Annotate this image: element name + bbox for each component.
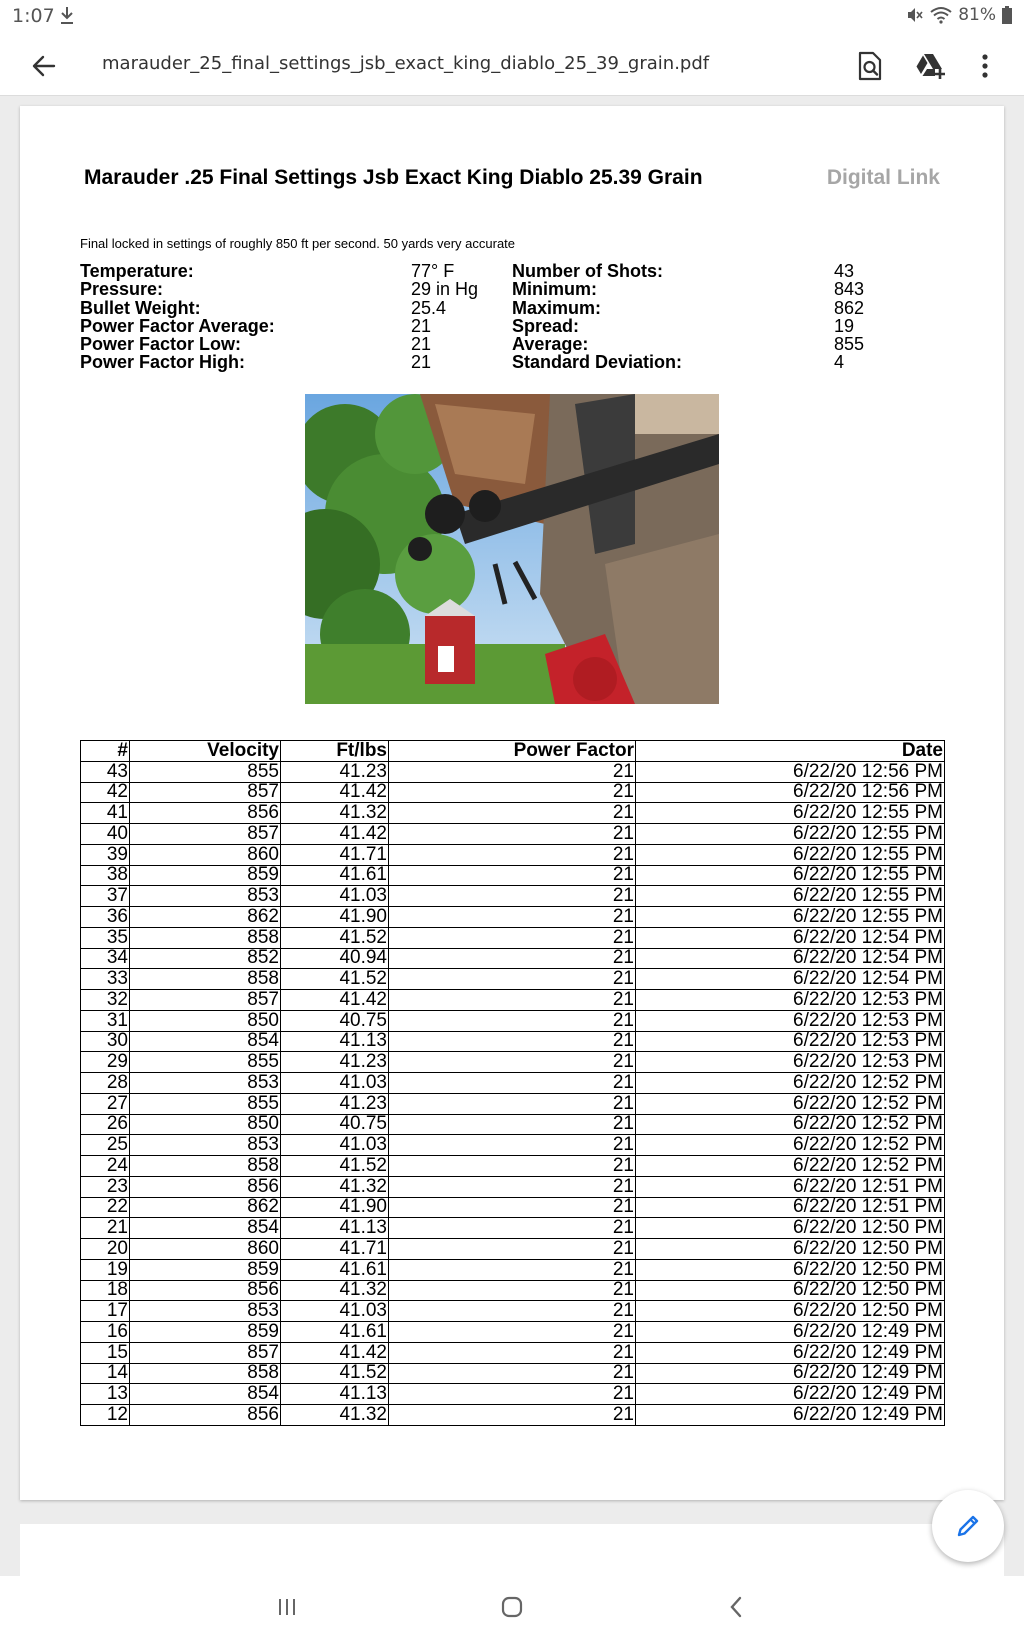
ftlbs-cell: 41.52	[281, 927, 389, 948]
date-cell: 6/22/20 12:56 PM	[636, 761, 945, 782]
velocity-cell: 854	[130, 1031, 281, 1052]
date-cell: 6/22/20 12:49 PM	[636, 1405, 945, 1426]
stat-label: Standard Deviation:	[512, 352, 683, 373]
velocity-cell: 857	[130, 824, 281, 845]
back-button[interactable]	[26, 48, 62, 84]
col-header-velocity: Velocity	[130, 741, 281, 762]
velocity-cell: 850	[130, 1010, 281, 1031]
velocity-cell: 856	[130, 1176, 281, 1197]
ftlbs-cell: 41.03	[281, 1135, 389, 1156]
date-cell: 6/22/20 12:53 PM	[636, 1010, 945, 1031]
table-row	[81, 1073, 945, 1094]
velocity-cell: 853	[130, 1073, 281, 1094]
status-icons	[906, 5, 1012, 25]
ftlbs-cell: 40.75	[281, 1010, 389, 1031]
table-row	[81, 1301, 945, 1322]
save-to-drive-button[interactable]	[910, 46, 950, 86]
rifle-photo	[305, 394, 719, 704]
date-cell: 6/22/20 12:55 PM	[636, 824, 945, 845]
date-cell: 6/22/20 12:54 PM	[636, 948, 945, 969]
ftlbs-cell: 41.42	[281, 782, 389, 803]
date-cell: 6/22/20 12:51 PM	[636, 1197, 945, 1218]
table-row	[81, 886, 945, 907]
stat-label: Spread:	[512, 315, 580, 336]
stat-label: Power Factor High:	[80, 352, 246, 373]
power-factor-cell: 21	[389, 1052, 636, 1073]
power-factor-cell: 21	[389, 1384, 636, 1405]
document-note: Final locked in settings of roughly 850 ft per second. 50 yards very accurate	[80, 236, 516, 251]
stat-value: 25.4	[411, 297, 447, 318]
date-cell: 6/22/20 12:52 PM	[636, 1156, 945, 1177]
power-factor-cell: 21	[389, 1176, 636, 1197]
stat-label: Average:	[512, 334, 589, 355]
velocity-cell: 854	[130, 1218, 281, 1239]
status-time: 1:07	[12, 5, 55, 27]
stat-value: 77° F	[411, 261, 455, 281]
table-row	[81, 948, 945, 969]
shot-number: 30	[81, 1031, 130, 1052]
stat-value: 21	[411, 352, 432, 373]
velocity-cell: 859	[130, 1322, 281, 1343]
velocity-cell: 855	[130, 761, 281, 782]
ftlbs-cell: 41.13	[281, 1384, 389, 1405]
stat-value: 862	[834, 297, 865, 318]
doc-search-icon	[856, 51, 884, 81]
power-factor-cell: 21	[389, 1342, 636, 1363]
app-bar	[0, 34, 1024, 96]
table-row	[81, 803, 945, 824]
shot-number: 41	[81, 803, 130, 824]
shot-number: 34	[81, 948, 130, 969]
power-factor-cell: 21	[389, 1010, 636, 1031]
stats-right-labels	[512, 262, 682, 372]
date-cell: 6/22/20 12:54 PM	[636, 927, 945, 948]
table-row	[81, 1239, 945, 1260]
back-nav-button[interactable]	[716, 1590, 756, 1624]
stat-label: Power Factor Average:	[80, 315, 275, 336]
brand-label: Digital Link	[826, 166, 940, 189]
download-icon	[58, 4, 76, 26]
stat-value: 4	[834, 352, 845, 373]
ftlbs-cell: 41.42	[281, 990, 389, 1011]
shot-number: 36	[81, 907, 130, 928]
shot-number: 24	[81, 1156, 130, 1177]
col-header-number: #	[81, 741, 130, 762]
ftlbs-cell: 41.61	[281, 1259, 389, 1280]
velocity-cell: 858	[130, 1363, 281, 1384]
date-cell: 6/22/20 12:53 PM	[636, 1052, 945, 1073]
power-factor-cell: 21	[389, 824, 636, 845]
shot-number: 12	[81, 1405, 130, 1426]
shot-number: 21	[81, 1218, 130, 1239]
shot-number: 28	[81, 1073, 130, 1094]
power-factor-cell: 21	[389, 1218, 636, 1239]
power-factor-cell: 21	[389, 1156, 636, 1177]
stats-left-labels	[80, 262, 275, 372]
velocity-cell: 859	[130, 1259, 281, 1280]
recents-button[interactable]	[267, 1590, 307, 1624]
col-header-power-factor: Power Factor	[389, 741, 636, 762]
date-cell: 6/22/20 12:55 PM	[636, 907, 945, 928]
shot-number: 37	[81, 886, 130, 907]
shot-number: 13	[81, 1384, 130, 1405]
stat-value: 19	[834, 315, 855, 336]
date-cell: 6/22/20 12:50 PM	[636, 1301, 945, 1322]
shot-number: 27	[81, 1093, 130, 1114]
power-factor-cell: 21	[389, 1073, 636, 1094]
power-factor-cell: 21	[389, 761, 636, 782]
document-title: Marauder .25 Final Settings Jsb Exact King Diablo 25.39 Grain	[84, 166, 703, 189]
stat-value: 43	[834, 261, 855, 281]
power-factor-cell: 21	[389, 1259, 636, 1280]
velocity-cell: 855	[130, 1093, 281, 1114]
table-row	[81, 1135, 945, 1156]
ftlbs-cell: 41.23	[281, 1093, 389, 1114]
power-factor-cell: 21	[389, 1301, 636, 1322]
velocity-cell: 858	[130, 1156, 281, 1177]
velocity-cell: 852	[130, 948, 281, 969]
table-row	[81, 969, 945, 990]
shot-number: 43	[81, 761, 130, 782]
stat-value: 843	[834, 279, 865, 300]
velocity-cell: 850	[130, 1114, 281, 1135]
ftlbs-cell: 41.32	[281, 1405, 389, 1426]
date-cell: 6/22/20 12:49 PM	[636, 1363, 945, 1384]
power-factor-cell: 21	[389, 1322, 636, 1343]
stat-label: Pressure:	[80, 279, 164, 300]
date-cell: 6/22/20 12:55 PM	[636, 803, 945, 824]
date-cell: 6/22/20 12:51 PM	[636, 1176, 945, 1197]
table-row	[81, 1363, 945, 1384]
date-cell: 6/22/20 12:52 PM	[636, 1114, 945, 1135]
table-row	[81, 865, 945, 886]
ftlbs-cell: 41.32	[281, 1280, 389, 1301]
ftlbs-cell: 41.61	[281, 1322, 389, 1343]
ftlbs-cell: 41.13	[281, 1031, 389, 1052]
pdf-next-page	[20, 1524, 1004, 1584]
date-cell: 6/22/20 12:50 PM	[636, 1218, 945, 1239]
date-cell: 6/22/20 12:55 PM	[636, 886, 945, 907]
ftlbs-cell: 40.75	[281, 1114, 389, 1135]
battery-icon	[1002, 6, 1012, 24]
col-header-date: Date	[636, 741, 945, 762]
table-row	[81, 1342, 945, 1363]
ftlbs-cell: 41.71	[281, 844, 389, 865]
date-cell: 6/22/20 12:50 PM	[636, 1259, 945, 1280]
date-cell: 6/22/20 12:53 PM	[636, 1031, 945, 1052]
shot-number: 16	[81, 1322, 130, 1343]
shot-number: 26	[81, 1114, 130, 1135]
velocity-cell: 853	[130, 1135, 281, 1156]
velocity-cell: 853	[130, 1301, 281, 1322]
ftlbs-cell: 41.90	[281, 1197, 389, 1218]
stat-label: Power Factor Low:	[80, 334, 242, 355]
power-factor-cell: 21	[389, 1405, 636, 1426]
file-name: marauder_25_final_settings_jsb_exact_king_diablo_25_39_grain.pdf	[102, 53, 710, 74]
date-cell: 6/22/20 12:55 PM	[636, 865, 945, 886]
ftlbs-cell: 41.13	[281, 1218, 389, 1239]
shot-number: 25	[81, 1135, 130, 1156]
shot-number: 38	[81, 865, 130, 886]
date-cell: 6/22/20 12:56 PM	[636, 782, 945, 803]
power-factor-cell: 21	[389, 1135, 636, 1156]
date-cell: 6/22/20 12:54 PM	[636, 969, 945, 990]
find-in-document-button[interactable]	[850, 46, 890, 86]
power-factor-cell: 21	[389, 1363, 636, 1384]
velocity-cell: 853	[130, 886, 281, 907]
table-row	[81, 782, 945, 803]
shot-number: 32	[81, 990, 130, 1011]
ftlbs-cell: 41.23	[281, 1052, 389, 1073]
power-factor-cell: 21	[389, 927, 636, 948]
stat-value: 29 in Hg	[411, 279, 479, 300]
table-row	[81, 1197, 945, 1218]
home-icon	[500, 1595, 524, 1619]
power-factor-cell: 21	[389, 1114, 636, 1135]
home-button[interactable]	[492, 1590, 532, 1624]
table-row	[81, 1031, 945, 1052]
date-cell: 6/22/20 12:52 PM	[636, 1073, 945, 1094]
ftlbs-cell: 41.03	[281, 1301, 389, 1322]
recents-icon	[275, 1597, 299, 1617]
table-row	[81, 990, 945, 1011]
more-options-button[interactable]	[965, 46, 1005, 86]
power-factor-cell: 21	[389, 1093, 636, 1114]
table-row	[81, 1114, 945, 1135]
date-cell: 6/22/20 12:55 PM	[636, 844, 945, 865]
stat-label: Number of Shots:	[512, 261, 663, 281]
ftlbs-cell: 41.42	[281, 824, 389, 845]
col-header-ftlbs: Ft/lbs	[281, 741, 389, 762]
power-factor-cell: 21	[389, 1280, 636, 1301]
table-row	[81, 1259, 945, 1280]
ftlbs-cell: 41.32	[281, 1176, 389, 1197]
table-row	[81, 907, 945, 928]
table-body	[81, 761, 945, 1425]
table-header-row	[81, 741, 945, 762]
shot-number: 29	[81, 1052, 130, 1073]
shot-number: 19	[81, 1259, 130, 1280]
shot-number: 20	[81, 1239, 130, 1260]
power-factor-cell: 21	[389, 782, 636, 803]
power-factor-cell: 21	[389, 1239, 636, 1260]
shot-number: 23	[81, 1176, 130, 1197]
velocity-cell: 854	[130, 1384, 281, 1405]
battery-percent: 81%	[958, 5, 996, 25]
wifi-icon	[930, 6, 952, 24]
ftlbs-cell: 41.71	[281, 1239, 389, 1260]
velocity-cell: 857	[130, 1342, 281, 1363]
shot-number: 31	[81, 1010, 130, 1031]
status-bar	[0, 0, 1024, 34]
pdf-page	[20, 106, 1004, 1500]
ftlbs-cell: 41.32	[281, 803, 389, 824]
table-row	[81, 761, 945, 782]
velocity-cell: 856	[130, 803, 281, 824]
drive-add-icon	[914, 52, 946, 80]
power-factor-cell: 21	[389, 948, 636, 969]
velocity-cell: 862	[130, 907, 281, 928]
edit-fab-button[interactable]	[932, 1490, 1004, 1562]
shot-number: 14	[81, 1363, 130, 1384]
shot-number: 33	[81, 969, 130, 990]
power-factor-cell: 21	[389, 907, 636, 928]
stat-label: Bullet Weight:	[80, 297, 201, 318]
date-cell: 6/22/20 12:49 PM	[636, 1384, 945, 1405]
system-nav-bar	[0, 1576, 1024, 1638]
ftlbs-cell: 41.42	[281, 1342, 389, 1363]
ftlbs-cell: 41.52	[281, 1363, 389, 1384]
velocity-cell: 857	[130, 782, 281, 803]
power-factor-cell: 21	[389, 1031, 636, 1052]
stats-left-values	[411, 262, 478, 372]
shot-number: 22	[81, 1197, 130, 1218]
table-row	[81, 1010, 945, 1031]
stat-value: 855	[834, 334, 865, 355]
pencil-icon	[955, 1513, 981, 1539]
shot-number: 42	[81, 782, 130, 803]
date-cell: 6/22/20 12:52 PM	[636, 1093, 945, 1114]
ftlbs-cell: 41.90	[281, 907, 389, 928]
velocity-cell: 859	[130, 865, 281, 886]
ftlbs-cell: 41.61	[281, 865, 389, 886]
shot-number: 39	[81, 844, 130, 865]
table-row	[81, 1405, 945, 1426]
stat-label: Temperature:	[80, 261, 194, 281]
shot-number: 40	[81, 824, 130, 845]
velocity-cell: 856	[130, 1405, 281, 1426]
date-cell: 6/22/20 12:53 PM	[636, 990, 945, 1011]
shot-number: 18	[81, 1280, 130, 1301]
power-factor-cell: 21	[389, 886, 636, 907]
ftlbs-cell: 41.03	[281, 1073, 389, 1094]
stats-right-values	[834, 262, 864, 372]
velocity-cell: 857	[130, 990, 281, 1011]
velocity-cell: 856	[130, 1280, 281, 1301]
shot-number: 17	[81, 1301, 130, 1322]
velocity-cell: 860	[130, 1239, 281, 1260]
table-row	[81, 1052, 945, 1073]
table-row	[81, 1218, 945, 1239]
shots-table	[80, 740, 945, 1426]
table-row	[81, 1322, 945, 1343]
ftlbs-cell: 41.52	[281, 1156, 389, 1177]
power-factor-cell: 21	[389, 1197, 636, 1218]
ftlbs-cell: 41.23	[281, 761, 389, 782]
table-row	[81, 1176, 945, 1197]
velocity-cell: 860	[130, 844, 281, 865]
shot-number: 15	[81, 1342, 130, 1363]
date-cell: 6/22/20 12:50 PM	[636, 1280, 945, 1301]
more-vert-icon	[981, 53, 989, 79]
ftlbs-cell: 41.52	[281, 969, 389, 990]
table-row	[81, 1384, 945, 1405]
ftlbs-cell: 40.94	[281, 948, 389, 969]
table-row	[81, 824, 945, 845]
velocity-cell: 858	[130, 969, 281, 990]
velocity-cell: 858	[130, 927, 281, 948]
stat-value: 21	[411, 315, 432, 336]
power-factor-cell: 21	[389, 803, 636, 824]
stat-value: 21	[411, 334, 432, 355]
power-factor-cell: 21	[389, 865, 636, 886]
stat-label: Minimum:	[512, 279, 597, 300]
back-chevron-icon	[728, 1595, 744, 1619]
power-factor-cell: 21	[389, 990, 636, 1011]
table-row	[81, 844, 945, 865]
back-arrow-icon	[26, 48, 62, 84]
mute-icon	[906, 6, 924, 24]
table-row	[81, 1280, 945, 1301]
velocity-cell: 855	[130, 1052, 281, 1073]
stat-label: Maximum:	[512, 297, 602, 318]
date-cell: 6/22/20 12:50 PM	[636, 1239, 945, 1260]
table-row	[81, 927, 945, 948]
table-row	[81, 1093, 945, 1114]
power-factor-cell: 21	[389, 969, 636, 990]
date-cell: 6/22/20 12:49 PM	[636, 1342, 945, 1363]
date-cell: 6/22/20 12:49 PM	[636, 1322, 945, 1343]
date-cell: 6/22/20 12:52 PM	[636, 1135, 945, 1156]
power-factor-cell: 21	[389, 844, 636, 865]
shot-number: 35	[81, 927, 130, 948]
table-row	[81, 1156, 945, 1177]
velocity-cell: 862	[130, 1197, 281, 1218]
ftlbs-cell: 41.03	[281, 886, 389, 907]
